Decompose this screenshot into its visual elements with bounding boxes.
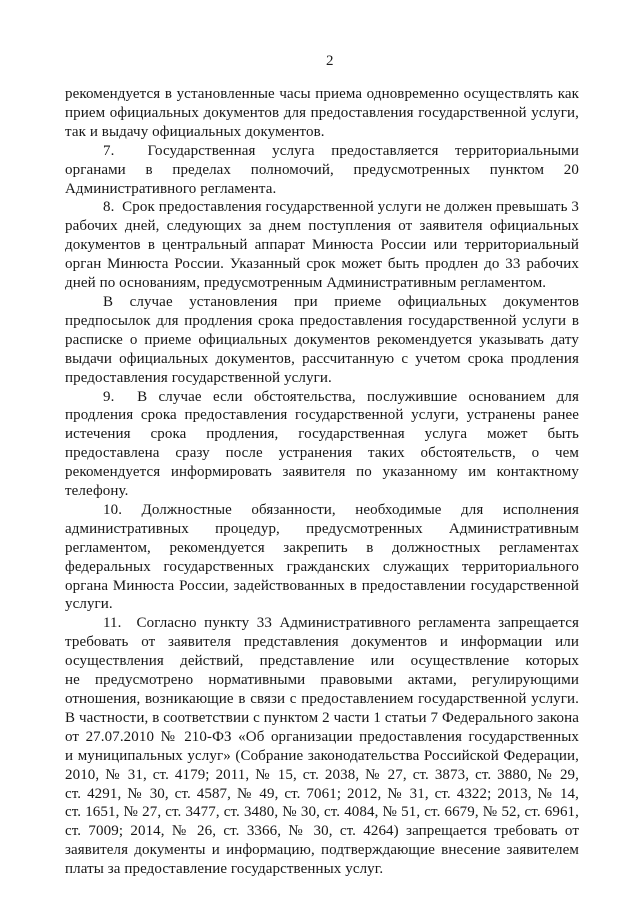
paragraph-item-7: 7. Государственная услуга предоставляется территориальными органами в пределах полномочий, предусмотренных пунктом 20 Административного регламента. (65, 142, 579, 197)
document-body (65, 85, 579, 879)
paragraph-item-8-note: В случае установления при приеме официальных документов предпосылок для продления срока предоставления государственной услуги в расписке о приеме официальных документов рекомендуется указывать дату выдачи официальных документов, рассчитанную с учетом срока продления предоставления государственной услуги. (65, 293, 579, 386)
paragraph-item-10: 10. Должностные обязанности, необходимые для исполнения административных процедур, предусмотренных Административным регламентом, рекомендуется закрепить в должностных регламентах федеральных государственных гражданских служащих территориального органа Минюста России, задействованных в предоставлении государственной услуги. (65, 501, 579, 613)
paragraph-item-11: 11. Согласно пункту 33 Административного регламента запрещается требовать от заявителя представления документов и информации или осуществления действий, представление или осуществление которых не предусмотрено нормативными правовыми актами, регулирующими отношения, возникающие в связи с предоставлением государственной услуги. В частности, в соответствии с пунктом 2 части 1 статьи 7 Федерального закона от 27.07.2010 № 210-ФЗ «Об организации предоставления государственных и муниципальных услуг» (Собрание законодательства Российской Федерации, 2010, № 31, ст. 4179; 2011, № 15, ст. 2038, № 27, ст. 3873, ст. 3880, № 29, ст. 4291, № 30, ст. 4587, № 49, ст. 7061; 2012, № 31, ст. 4322; 2013, № 14, ст. 1651, № 27, ст. 3477, ст. 3480, № 30, ст. 4084, № 51, ст. 6679, № 52, ст. 6961, ст. 7009; 2014, № 26, ст. 3366, № 30, ст. 4264) запрещается требовать от заявителя документы и информацию, подтверждающие внесение заявителем платы за предоставление государственных услуг. (65, 615, 579, 878)
paragraph-item-8: 8. Срок предоставления государственной услуги не должен превышать 3 рабочих дней, следующих за днем поступления от заявителя официальных документов в центральный аппарат Минюста России или территориальный орган Минюста России. Указанный срок может быть продлен до 33 рабочих дней по основаниям, предусмотренным Административным регламентом. (65, 199, 579, 292)
page-number: 2 (326, 53, 334, 69)
paragraph-continuation: рекомендуется в установленные часы приема одновременно осуществлять как прием официальных документов для предоставления государственной услуги, так и выдачу официальных документов. (65, 86, 579, 140)
paragraph-item-9: 9. В случае если обстоятельства, послужившие основанием для продления срока предоставления государственной услуги, устранены ранее истечения срока продления, государственная услуга может быть предоставлена сразу после устранения таких обстоятельств, о чем рекомендуется информировать заявителя по указанному им контактному телефону. (65, 388, 579, 500)
